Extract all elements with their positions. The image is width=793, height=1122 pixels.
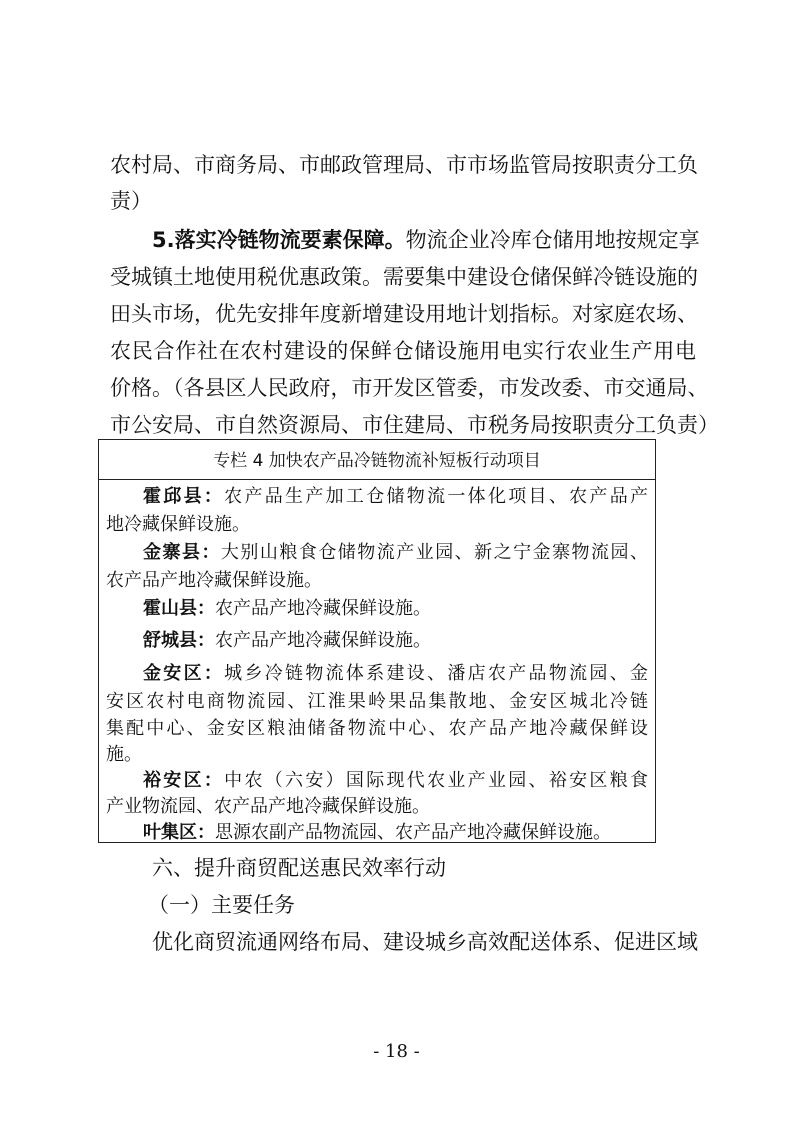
page-number: - 18 -: [373, 1041, 420, 1062]
box-entry-line: 施。: [106, 744, 142, 765]
box-entry-line: 地冷藏保鲜设施。: [106, 514, 250, 535]
county-label: 金寨县：: [143, 542, 221, 563]
body-line: 责）: [110, 189, 152, 213]
section6-subheading: （一）主要任务: [148, 893, 295, 917]
county-projects: 农产品产地冷藏保鲜设施。: [215, 630, 431, 651]
box-entry-line: [143, 482, 648, 512]
box-entry-line: 集配中心、金安区粮油储备物流中心、农产品产地冷藏保鲜设: [106, 718, 648, 739]
box-entry-line: [143, 538, 648, 568]
project-column-box: [98, 439, 656, 843]
section5-line: 受城镇土地使用税优惠政策。需要集中建设仓储保鲜冷链设施的: [110, 265, 698, 289]
section6-body-line: 优化商贸流通网络布局、建设城乡高效配送体系、促进区域: [152, 930, 698, 954]
county-label: 叶集区：: [143, 822, 215, 843]
county-label: 裕安区：: [143, 770, 225, 791]
section5-text: 物流企业冷库仓储用地按规定享: [405, 228, 700, 252]
box-entry-line: 产业物流园、农产品产地冷藏保鲜设施。: [106, 796, 430, 817]
section5-line: 价格。（各县区人民政府，市开发区管委，市发改委、市交通局、: [110, 376, 709, 400]
box-title-row: [99, 440, 655, 480]
box-entry-line: [143, 818, 648, 848]
section5-line: [152, 220, 700, 260]
county-projects: 农产品产地冷藏保鲜设施。: [215, 598, 431, 619]
section6-heading: 六、提升商贸配送惠民效率行动: [152, 856, 446, 880]
box-entry-line: 农产品产地冷藏保鲜设施。: [106, 570, 322, 591]
county-label: 舒城县：: [143, 630, 215, 651]
box-entry-line: [143, 626, 648, 656]
box-title: 专栏 4 加快农产品冷链物流补短板行动项目: [213, 451, 541, 471]
county-projects: 大别山粮食仓储物流产业园、新之宁金寨物流园、: [220, 542, 648, 563]
section5-line: 市公安局、市自然资源局、市住建局、市税务局按职责分工负责）: [110, 413, 719, 437]
county-projects: 中农（六安）国际现代农业产业园、裕安区粮食: [224, 770, 649, 791]
county-projects: 城乡冷链物流体系建设、潘店农产品物流园、金: [224, 663, 649, 684]
body-line: 农村局、市商务局、市邮政管理局、市市场监管局按职责分工负: [110, 153, 698, 177]
county-projects: 思源农副产品物流园、农产品产地冷藏保鲜设施。: [215, 822, 611, 843]
section5-line: 田头市场，优先安排年度新增建设用地计划指标。对家庭农场、: [110, 302, 698, 326]
county-projects: 农产品生产加工仓储物流一体化项目、农产品产: [224, 486, 649, 507]
section5-heading: 5.落实冷链物流要素保障。: [152, 228, 406, 252]
box-entry-line: [143, 594, 648, 624]
section5-line: 农民合作社在农村建设的保鲜仓储设施用电实行农业生产用电: [110, 339, 696, 363]
county-label: 霍山县：: [143, 598, 215, 619]
county-label: 霍邱县：: [143, 486, 225, 507]
box-entry-line: [143, 659, 648, 689]
county-label: 金安区：: [143, 663, 225, 684]
box-entry-line: 安区农村电商物流园、江淮果岭果品集散地、金安区城北冷链: [106, 691, 648, 712]
